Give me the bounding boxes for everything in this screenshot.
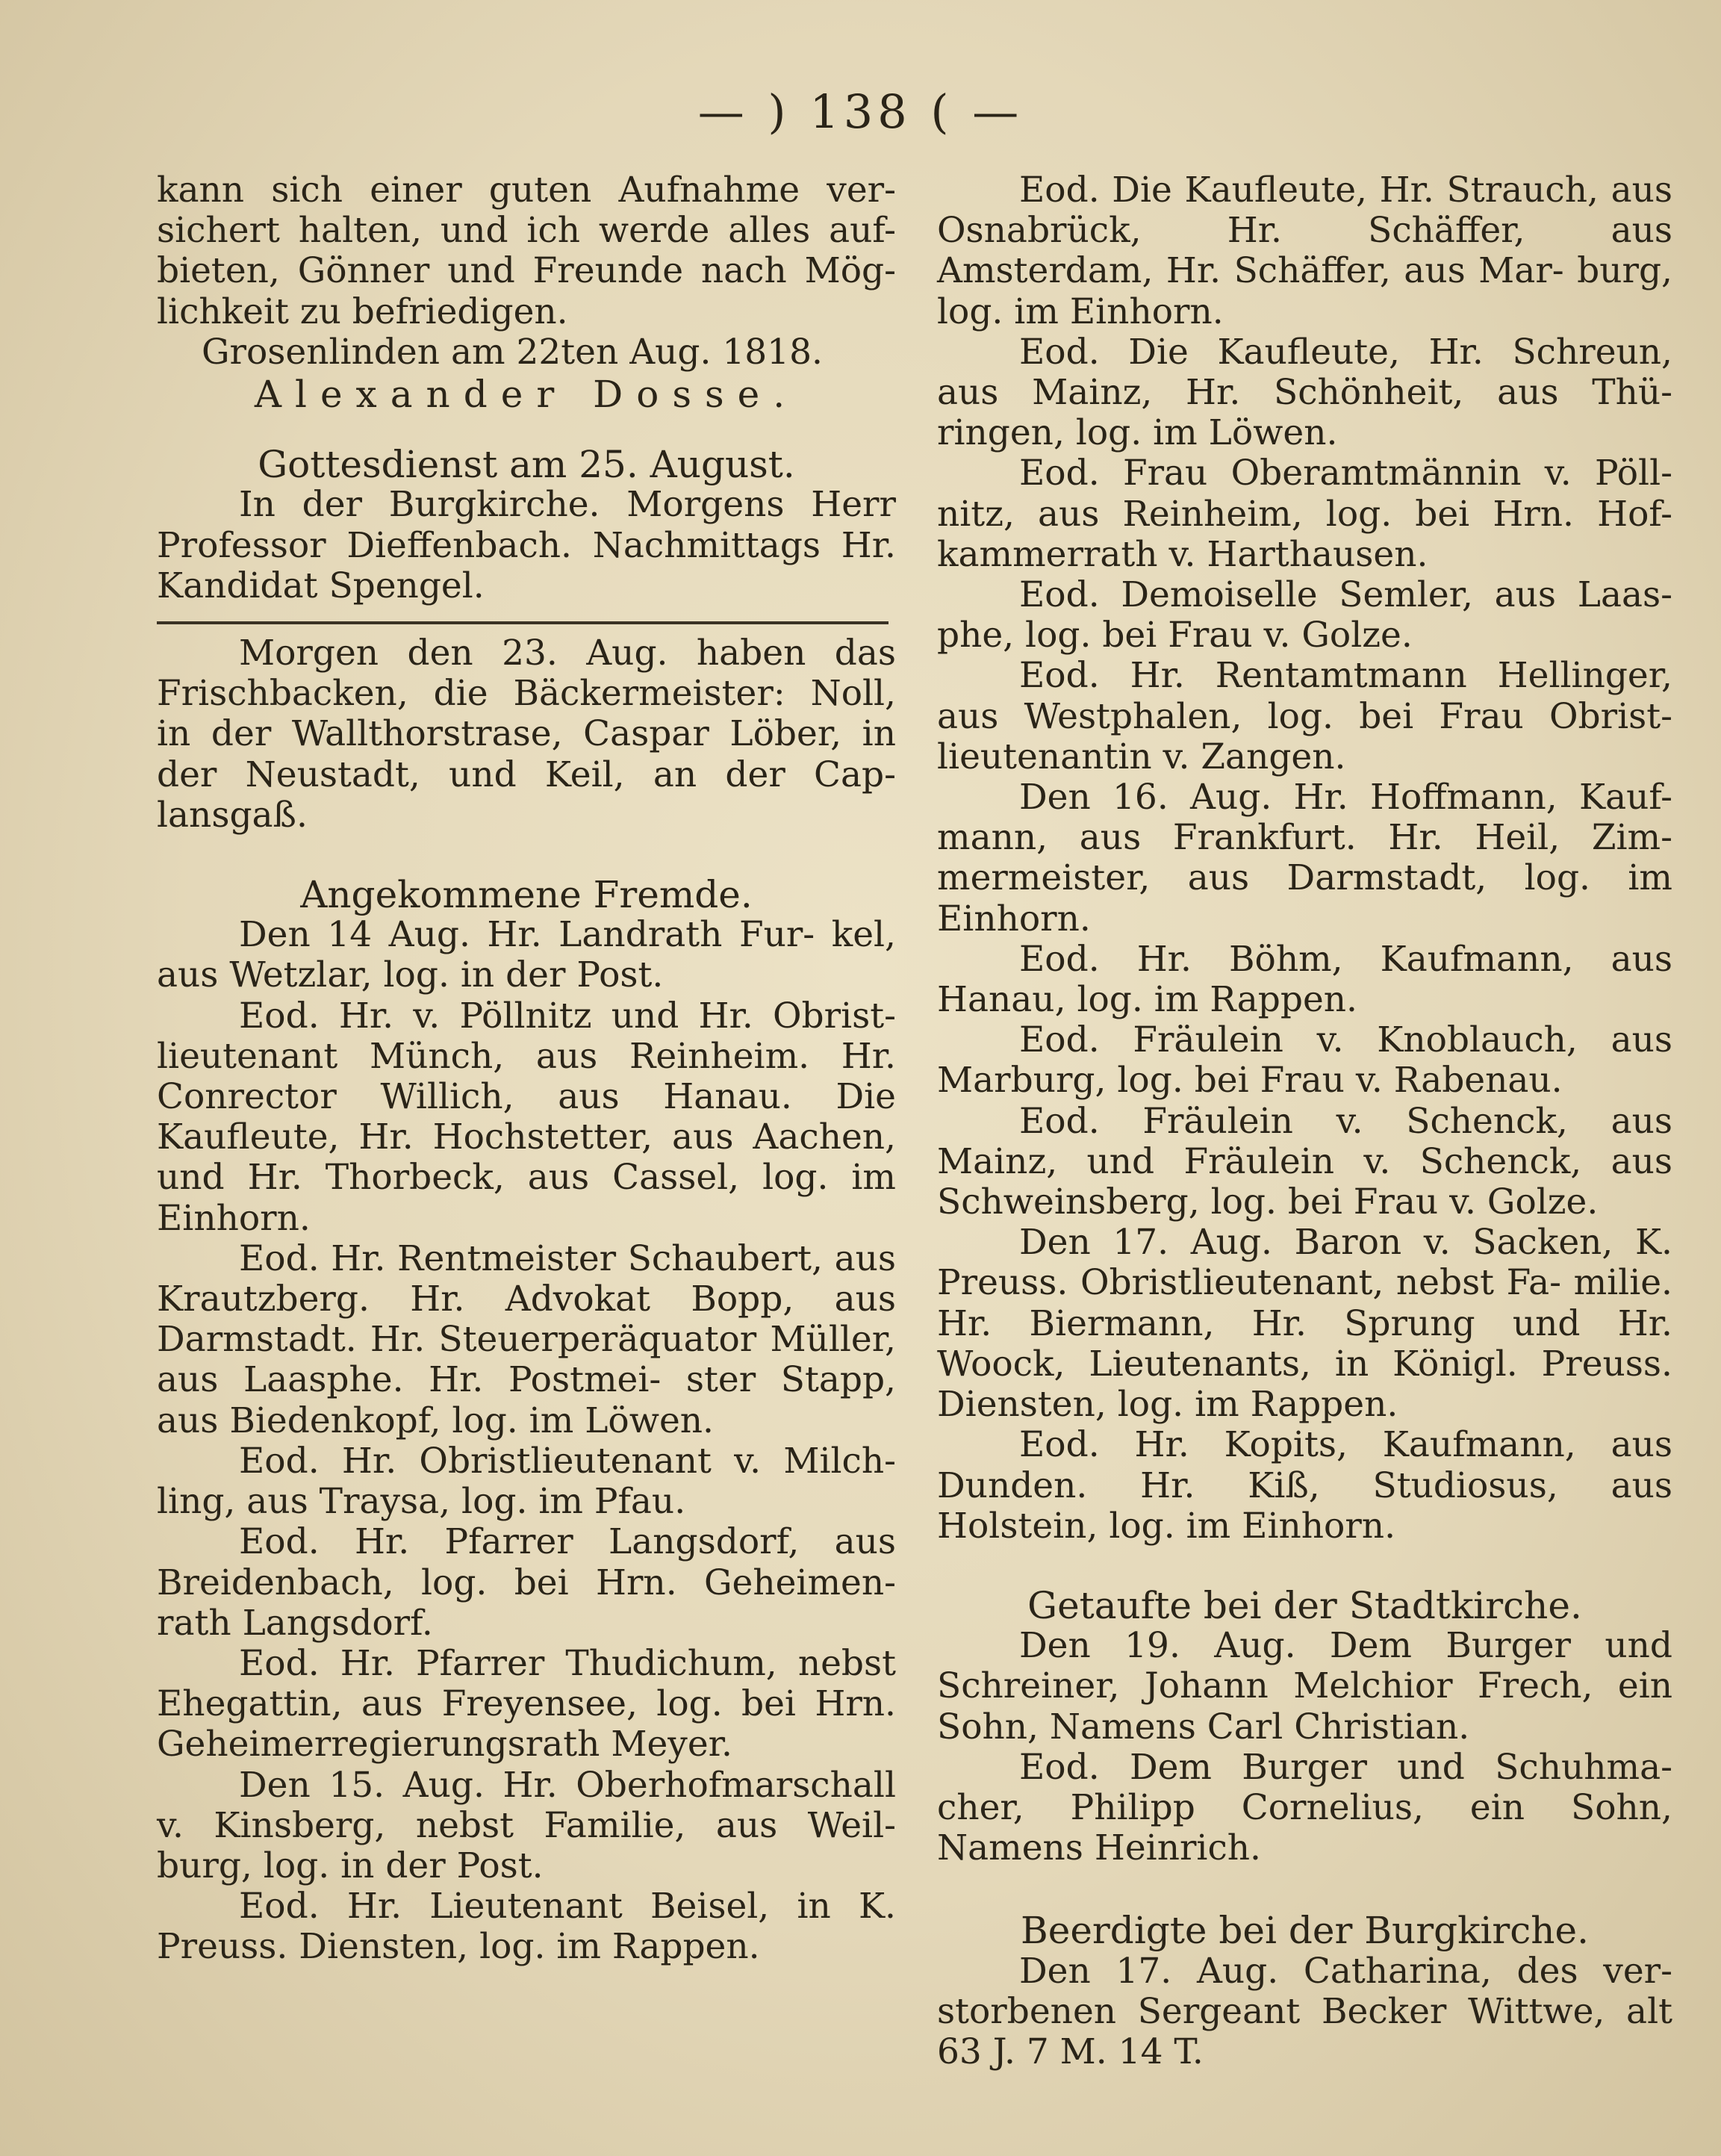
gottesdienst-heading: Gottesdienst am 25. August. xyxy=(258,443,795,487)
getaufte-heading: Getaufte bei der Stadtkirche. xyxy=(1027,1583,1582,1627)
place-date: Grosenlinden am 22ten Aug. 1818. xyxy=(202,331,823,373)
fremde-heading: Angekommene Fremde. xyxy=(300,873,753,917)
gottesdienst-text: In der Burgkirche. Morgens Herr Professor Dieffenbach. Nachmittags Hr. Kandidat Spengel. xyxy=(157,484,896,606)
fremde-entry: Eod. Die Kaufleute, Hr. Strauch, aus Osnabrück, Hr. Schäffer, aus Amsterdam, Hr. Schäffer, aus Mar- burg, log. im Einhorn. xyxy=(937,170,1672,332)
fremde-entry: Eod. Hr. Obristlieutenant v. Milch- ling, aus Traysa, log. im Pfau. xyxy=(157,1440,896,1523)
beerdigte-heading: Beerdigte bei der Burgkirche. xyxy=(1020,1909,1589,1953)
intro-paragraph: kann sich einer guten Aufnahme ver- sichert halten, und ich werde alles auf- bieten, Gönner und Freunde nach Mög- lichkeit zu befriedigen. xyxy=(157,170,896,332)
fremde-entry: Eod. Hr. Kopits, Kaufmann, aus Dunden. Hr. Kiß, Studiosus, aus Holstein, log. im Einhorn. xyxy=(937,1424,1672,1547)
fremde-entry: Eod. Fräulein v. Schenck, aus Mainz, und Fräulein v. Schenck, aus Schweinsberg, log. bei Frau v. Golze. xyxy=(937,1100,1672,1223)
fremde-entry: Eod. Die Kaufleute, Hr. Schreun, aus Mainz, Hr. Schönheit, aus Thü- ringen, log. im Löwen. xyxy=(937,331,1672,454)
fremde-entry: Den 14 Aug. Hr. Landrath Fur- kel, aus Wetzlar, log. in der Post. xyxy=(157,914,896,996)
backer-notice: Morgen den 23. Aug. haben das Frischbacken, die Bäckermeister: Noll, in der Wallthorstrase, Caspar Löber, in der Neustadt, und Keil, an der Cap- lansgaß. xyxy=(157,633,896,836)
fremde-entry: Eod. Hr. Rentamtmann Hellinger, aus Westphalen, log. bei Frau Obrist- lieutenantin v. Zangen. xyxy=(937,655,1672,777)
fremde-entry: Eod. Hr. Böhm, Kaufmann, aus Hanau, log. im Rappen. xyxy=(937,938,1672,1021)
section-divider xyxy=(157,621,888,624)
fremde-entry: Eod. Fräulein v. Knoblauch, aus Marburg, log. bei Frau v. Rabenau. xyxy=(937,1019,1672,1102)
fremde-entry: Den 15. Aug. Hr. Oberhofmarschall v. Kinsberg, nebst Familie, aus Weil- burg, log. in der Post. xyxy=(157,1764,896,1886)
beerdigte-entry: Den 17. Aug. Catharina, des ver- storbenen Sergeant Becker Wittwe, alt 63 J. 7 M. 14 T. xyxy=(937,1950,1672,2072)
fremde-entry: Eod. Hr. v. Pöllnitz und Hr. Obrist- lieutenant Münch, aus Reinheim. Hr. Conrector Willich, aus Hanau. Die Kaufleute, Hr. Hochstetter, aus Aachen, und Hr. Thorbeck, aus Cassel, log. im Einhorn. xyxy=(157,995,896,1239)
signature: Alexander Dosse. xyxy=(254,373,799,417)
fremde-entry: Den 16. Aug. Hr. Hoffmann, Kauf- mann, aus Frankfurt. Hr. Heil, Zim- mermeister, aus Darmstadt, log. im Einhorn. xyxy=(937,777,1672,939)
page-number-header: — ) 138 ( — xyxy=(697,84,1024,139)
fremde-entry: Eod. Hr. Pfarrer Langsdorf, aus Breidenbach, log. bei Hrn. Geheimen- rath Langsdorf. xyxy=(157,1521,896,1644)
left-column xyxy=(157,170,896,1968)
fremde-entry: Eod. Hr. Rentmeister Schaubert, aus Krautzberg. Hr. Advokat Bopp, aus Darmstadt. Hr. Steuerperäquator Müller, aus Laasphe. Hr. Postmei- ster Stapp, aus Biedenkopf, log. im Löwen. xyxy=(157,1237,896,1441)
fremde-entry: Eod. Demoiselle Semler, aus Laas- phe, log. bei Frau v. Golze. xyxy=(937,574,1672,656)
fremde-entry: Eod. Frau Oberamtmännin v. Pöll- nitz, aus Reinheim, log. bei Hrn. Hof- kammerrath v. Harthausen. xyxy=(937,453,1672,575)
fremde-entry: Eod. Hr. Pfarrer Thudichum, nebst Ehegattin, aus Freyensee, log. bei Hrn. Geheimerregierungsrath Meyer. xyxy=(157,1642,896,1765)
fremde-entry: Eod. Hr. Lieutenant Beisel, in K. Preuss. Diensten, log. im Rappen. xyxy=(157,1886,896,1968)
getaufte-entry: Den 19. Aug. Dem Burger und Schreiner, Johann Melchior Frech, ein Sohn, Namens Carl Christian. xyxy=(937,1625,1672,1748)
getaufte-entry: Eod. Dem Burger und Schuhma- cher, Philipp Cornelius, ein Sohn, Namens Heinrich. xyxy=(937,1746,1672,1869)
right-column xyxy=(937,170,1672,2072)
fremde-entry: Den 17. Aug. Baron v. Sacken, K. Preuss. Obristlieutenant, nebst Fa- milie. Hr. Biermann, Hr. Sprung und Hr. Woock, Lieutenants, in Königl. Preuss. Diensten, log. im Rappen. xyxy=(937,1222,1672,1426)
